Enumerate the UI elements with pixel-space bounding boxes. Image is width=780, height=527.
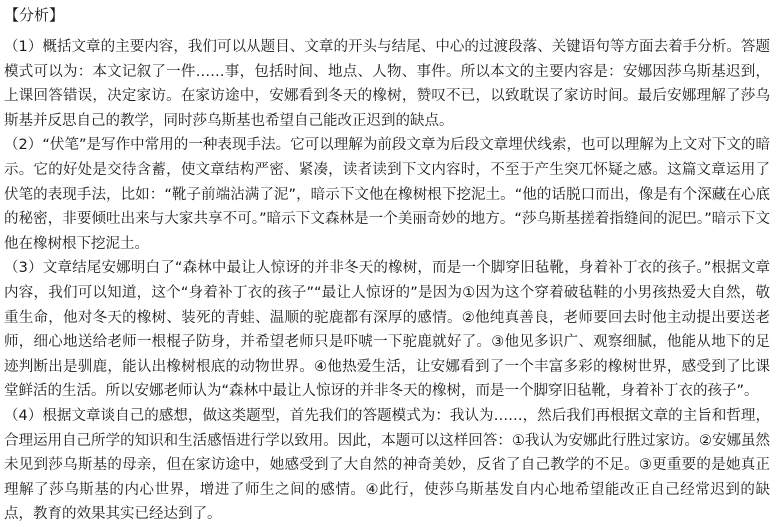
analysis-paragraph-4: （4）根据文章谈自己的感想，做这类题型，首先我们的答题模式为：我认为……，然后我们再根据文章的主旨和哲理，合理运用自己所学的知识和生活感悟进行学以致用。因此，本题可以这样回答：①我认为安娜此行胜过家访。②安娜虽然未见到莎乌斯基的母亲，但在家访途中，她感受到了大自然的神奇美妙，反省了自己教学的不足。③更重要的是她真正理解了莎乌斯基的内心世界，增进了师生之间的感情。④此行，使莎乌斯基发自内心地希望能改正自己经常迟到的缺点，教育的效果其实已经达到了。 xyxy=(4,407,770,523)
analysis-paragraph-2: （2）“伏笔”是写作中常用的一种表现手法。它可以理解为前段文章为后段文章埋伏线索，也可以理解为上文对下文的暗示。它的好处是交待含蓄，使文章结构严密、紧凑，读者读到下文内容时，不至于产生突兀怀疑之感。这篇文章运用了伏笔的表现手法，比如：“靴子前端沾满了泥”，暗示下文他在橡树根下挖泥土。“他的话脱口而出，像是有个深藏在心底的秘密，非要倾吐出来与大家共享不可。”暗示下文森林是一个美丽奇妙的地方。“莎乌斯基搓着指缝间的泥巴。”暗示下文他在橡树根下挖泥土。 xyxy=(4,137,770,252)
analysis-paragraph-3: （3）文章结尾安娜明白了“森林中最让人惊讶的并非冬天的橡树，而是一个脚穿旧毡靴，身着补丁衣的孩子。”根据文章内容，我们可以知道，这个“身着补丁衣的孩子”“最让人惊讶的”是因为①因为这个穿着破毡鞋的小男孩热爱大自然，敬重生命，他对冬天的橡树、装死的青蛙、温顺的驼鹿都有深厚的感情。②他纯真善良，老师要回去时他主动提出要送老师，细心地送给老师一根棍子防身，并希望老师只是吓唬一下驼鹿就好了。③他见多识广、观察细腻，他能从地下的足迹判断出是驯鹿，能认出橡树根底的动物世界。④他热爱生活，让安娜看到了一个丰富多彩的橡树世界，感受到了比课堂鲜活的生活。所以安娜老师认为“森林中最让人惊讶的并非冬天的橡树，而是一个脚穿旧毡靴，身着补丁衣的孩子”。 xyxy=(4,260,770,400)
section-heading: 【分析】 xyxy=(4,6,65,24)
analysis-paragraph-1: （1）概括文章的主要内容，我们可以从题目、文章的开头与结尾、中心的过渡段落、关键语句等方面去着手分析。答题模式可以为：本文记叙了一件……事，包括时间、地点、人物、事件。所以本文的主要内容是：安娜因莎乌斯基迟到，上课回答错误，决定家访。在家访途中，安娜看到冬天的橡树，赞叹不已，以致耽误了家访时间。最后安娜理解了莎乌斯基并反思自己的教学，同时莎乌斯基也希望自己能改正迟到的缺点。 xyxy=(4,39,770,129)
